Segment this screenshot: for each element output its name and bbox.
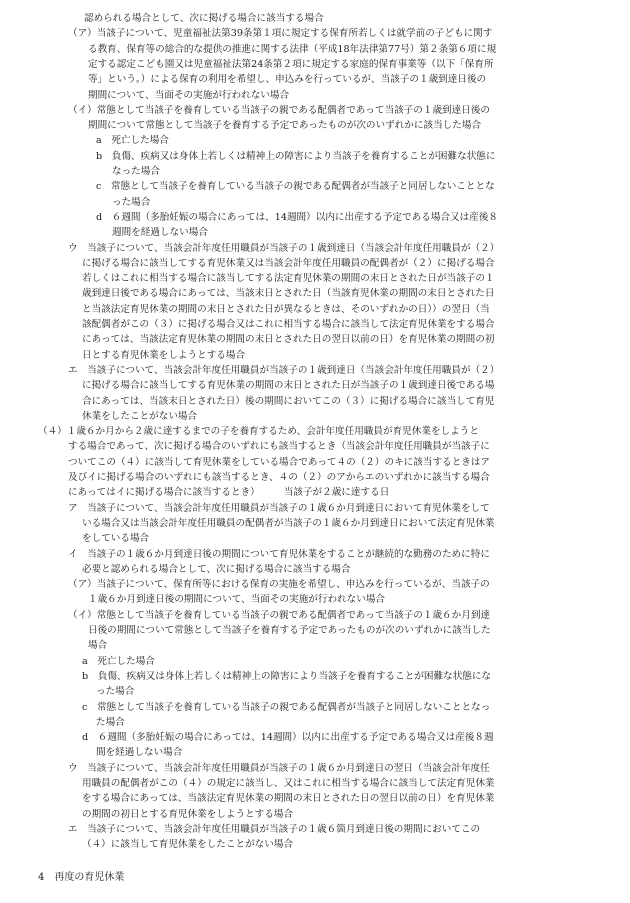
text-line: （４）１歳６か月から２歳に達するまでの子を養育するため、会計年度任用職員が育児休業をしようと <box>38 426 479 438</box>
text-line: （４）に該当して育児休業をしたことがない場合 <box>82 839 294 851</box>
text-line: ア 当該子について、当該会計年度任用職員が当該子の１歳６か月到達日において育児休業をして <box>68 502 490 514</box>
text-line: 歳到達日後である場合にあっては、当該末日とされた日（当該育児休業の期間の末日とされた日 <box>82 288 495 300</box>
text-line: a 死亡した場合 <box>96 135 169 147</box>
text-line: た場合 <box>96 716 125 728</box>
text-line: った場合 <box>112 196 151 208</box>
text-line: エ 当該子について、当該会計年度任用職員が当該子の１歳６箇月到達日後の期間においてこの <box>68 823 481 835</box>
text-line: 休業をしたことがない場合 <box>82 410 198 422</box>
text-line: （イ）常態として当該子を養育している当該子の親である配偶者であって当該子の１歳６か月到達 <box>68 609 491 621</box>
text-line: なった場合 <box>112 166 160 177</box>
text-line: 合にあっては、当該末日とされた日）後の期間においてこの（３）に掲げる場合に該当して育児 <box>82 395 495 407</box>
text-line: る教育、保育等の総合的な提供の推進に関する法律（平成18年法律第77号）第２条第６項に規 <box>88 43 497 55</box>
text-line: に掲げる場合に該当してする育児休業の期間の末日とされた日が当該子の１歳到達日後である場 <box>82 380 495 392</box>
text-line: 期間について、当面その実施が行われない場合 <box>88 89 290 101</box>
text-line: 日後の期間について常態として当該子を養育する予定であったものが次のいずれかに該当した <box>88 625 491 636</box>
text-line: b 負傷、疾病又は身体上若しくは精神上の障害により当該子を養育することが困難な状態に <box>96 150 496 162</box>
text-line: 日とする育児休業をしようとする場合 <box>82 349 246 361</box>
text-line: （イ）常態として当該子を養育している当該子の親である配偶者であって当該子の１歳到達日後の <box>68 104 491 116</box>
text-line: 期間について常態として当該子を養育する予定であったものが次のいずれかに該当した場合 <box>88 120 482 132</box>
text-line: イ 当該子の１歳６か月到達日後の期間について育児休業をすることが継続的な勤務のために特に <box>68 548 490 560</box>
text-line: d ６週間（多胎妊娠の場合にあっては、14週間）以内に出産する予定である場合又は産後８週 <box>82 732 494 744</box>
text-line: 及びイに掲げる場合のいずれにも該当するとき、４の（２）のアからエのいずれかに該当する場合 <box>68 472 490 483</box>
text-line: エ 当該子について、当該会計年度任用職員が当該子の１歳到達日（当該会計年度任用職員が（２） <box>68 364 500 376</box>
text-line: １歳６か月到達日後の期間について、当面その実施が行われない場合 <box>88 594 386 606</box>
text-line: 用職員の配偶者がこの（４）の規定に該当し、又はこれに相当する場合に該当して法定育児休業 <box>82 778 495 789</box>
text-line: 該配偶者がこの（３）に掲げる場合又はこれに相当する場合に該当して法定育児休業をする場合 <box>82 319 495 330</box>
text-line: をする場合にあっては、当該法定育児休業の期間の末日とされた日の翌日以前の日）を育児休業 <box>82 793 495 805</box>
text-line: 間を経過しない場合 <box>96 747 183 759</box>
text-line: った場合 <box>96 686 135 698</box>
text-line: にあってはイに掲げる場合に該当するとき） 当該子が２歳に達する日 <box>68 487 390 499</box>
text-line: 定する認定こども園又は児童福祉法第24条第２項に規定する家庭的保育事業等（以下「保育所 <box>88 58 494 70</box>
text-line: c 常態として当該子を養育している当該子の親である配偶者が当該子と同居しないこととな <box>96 181 495 193</box>
text-line: 場合 <box>88 640 108 652</box>
text-line: する場合であって、次に掲げる場合のいずれにも該当するとき（当該会計年度任用職員が当該子に <box>68 441 490 453</box>
text-line: d ６週間（多胎妊娠の場合にあっては、14週間）以内に出産する予定である場合又は産後８ <box>96 211 499 223</box>
section-heading: 4 再度の育児休業 <box>38 872 125 883</box>
text-line: をしている場合 <box>82 533 150 545</box>
text-line: （ア）当該子について、児童福祉法第39条第１項に規定する保育所若しくは就学前の子どもに関す <box>68 28 493 40</box>
text-line: c 常態として当該子を養育している当該子の親である配偶者が当該子と同居しないこととなっ <box>82 701 491 713</box>
text-line: 週間を経過しない場合 <box>112 227 208 239</box>
text-line: 若しくはこれに相当する場合に該当してする法定育児休業の期間の末日とされた日が当該子の１ <box>82 273 495 285</box>
text-line: と当該法定育児休業の期間の末日とされた日が異なるときは、そのいずれかの日））の翌日（当 <box>82 303 490 315</box>
text-line: ウ 当該子について、当該会計年度任用職員が当該子の１歳到達日（当該会計年度任用職員が（２） <box>68 242 500 254</box>
text-line: b 負傷、疾病又は身体上若しくは精神上の障害により当該子を養育することが困難な状態にな <box>82 670 492 682</box>
text-line: 等」という。）による保育の利用を希望し、申込みを行っているが、当該子の１歳到達日後の <box>88 74 487 86</box>
text-line: a 死亡した場合 <box>82 655 155 667</box>
text-line: の期間の初日とする育児休業をしようとする場合 <box>82 808 294 820</box>
text-line: いる場合又は当該会計年度任用職員の配偶者が当該子の１歳６か月到達日において法定育児休業 <box>82 517 495 529</box>
text-line: ウ 当該子について、当該会計年度任用職員が当該子の１歳６か月到達日の翌日（当該会計年度任 <box>68 762 490 774</box>
text-line: （ア）当該子について、保育所等における保育の実施を希望し、申込みを行っているが、当該子の <box>68 579 490 591</box>
text-line: ついてこの（４）に該当して育児休業をしている場合であって４の（２）のキに該当するときはア <box>68 456 491 468</box>
text-line: に掲げる場合に該当してする育児休業又は当該会計年度任用職員の配偶者が（２）に掲げる場合 <box>82 257 495 269</box>
text-line: 認められる場合として、次に掲げる場合に該当する場合 <box>84 13 324 24</box>
text-line: 必要と認められる場合として、次に掲げる場合に該当する場合 <box>82 563 351 575</box>
text-line: にあっては、当該法定育児休業の期間の末日とされた日の翌日以前の日）を育児休業の期間の初 <box>82 334 495 346</box>
